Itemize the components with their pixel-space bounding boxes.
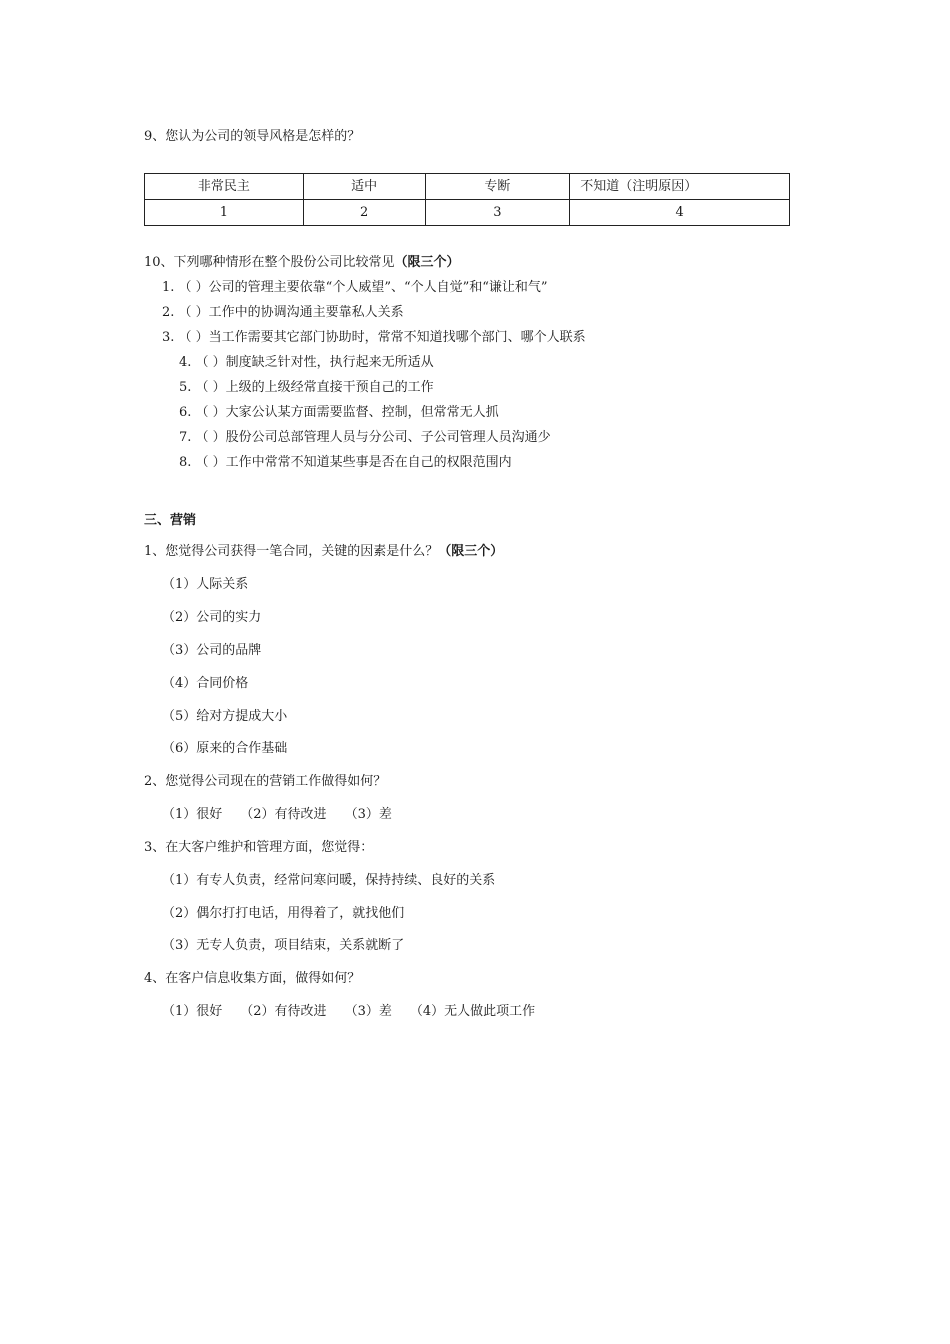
option: （1）很好: [162, 807, 223, 822]
item-text: （ ）制度缺乏针对性，执行起来无所适从: [195, 355, 434, 370]
list-item: [179, 355, 434, 371]
list-item: [162, 330, 586, 346]
q10-title-text: 10、下列哪种情形在整个股份公司比较常见: [144, 255, 395, 270]
s3-q1-limit: （限三个）: [438, 544, 504, 559]
item-text: （ ）上级的上级经常直接干预自己的工作: [195, 380, 434, 395]
table-header-row: [145, 174, 790, 200]
list-item: （4）合同价格: [162, 676, 249, 691]
table-cell: 非常民主: [145, 174, 304, 200]
table-cell: 专断: [425, 174, 570, 200]
q9-table: [144, 173, 790, 226]
option: （2）有待改进: [240, 1004, 327, 1019]
q10-title: [144, 255, 460, 271]
item-number: 7.: [179, 430, 192, 445]
table-cell: 4: [570, 200, 790, 226]
item-number: 3.: [162, 330, 175, 345]
item-text: （ ）大家公认某方面需要监督、控制，但常常无人抓: [195, 405, 499, 420]
list-item: [179, 430, 551, 446]
option: （3）差: [344, 807, 392, 822]
table-cell: 适中: [303, 174, 425, 200]
item-number: 1.: [162, 280, 175, 295]
option: （2）有待改进: [240, 807, 327, 822]
item-text: （ ）工作中常常不知道某些事是否在自己的权限范围内: [195, 455, 512, 470]
q10-limit: （限三个）: [394, 255, 460, 270]
table-cell: 3: [425, 200, 570, 226]
s3-q1-title: [144, 544, 503, 560]
item-text: （ ）当工作需要其它部门协助时，常常不知道找哪个部门、哪个人联系: [178, 330, 586, 345]
section-heading: 三、营销: [144, 513, 197, 528]
table-cell: 不知道（注明原因）: [570, 174, 790, 200]
item-text: （ ）工作中的协调沟通主要靠私人关系: [178, 305, 404, 320]
s3-q3-title: 3、在大客户维护和管理方面，您觉得：: [144, 840, 374, 855]
q9-title: 9、您认为公司的领导风格是怎样的？: [144, 129, 361, 144]
item-number: 8.: [179, 455, 192, 470]
list-item: （2）偶尔打打电话，用得着了，就找他们: [162, 906, 405, 921]
item-number: 4.: [179, 355, 192, 370]
list-item: （1）有专人负责，经常问寒问暖，保持持续、良好的关系: [162, 873, 496, 888]
list-item: [179, 405, 499, 421]
list-item: （5）给对方提成大小: [162, 709, 288, 724]
item-number: 5.: [179, 380, 192, 395]
list-item: （1）人际关系: [162, 577, 249, 592]
table-cell: 2: [303, 200, 425, 226]
list-item: （3）无专人负责，项目结束，关系就断了: [162, 938, 405, 953]
s3-q2-title: 2、您觉得公司现在的营销工作做得如何？: [144, 774, 387, 789]
item-number: 6.: [179, 405, 192, 420]
s3-q2-options: [162, 807, 410, 823]
table-cell: 1: [145, 200, 304, 226]
list-item: （2）公司的实力: [162, 610, 262, 625]
item-text: （ ）公司的管理主要依靠“个人威望”、“个人自觉”和“谦让和气”: [178, 280, 548, 295]
option: （3）差: [344, 1004, 392, 1019]
list-item: [162, 305, 404, 321]
s3-q1-title-text: 1、您觉得公司获得一笔合同，关键的因素是什么？: [144, 544, 439, 559]
s3-q4-options: [162, 1004, 553, 1020]
list-item: （3）公司的品牌: [162, 643, 262, 658]
list-item: （6）原来的合作基础: [162, 741, 288, 756]
item-text: （ ）股份公司总部管理人员与分公司、子公司管理人员沟通少: [195, 430, 551, 445]
table-row: [145, 200, 790, 226]
item-number: 2.: [162, 305, 175, 320]
s3-q4-title: 4、在客户信息收集方面，做得如何？: [144, 971, 361, 986]
list-item: [162, 280, 548, 296]
list-item: [179, 380, 434, 396]
option: （4）无人做此项工作: [409, 1004, 536, 1019]
option: （1）很好: [162, 1004, 223, 1019]
list-item: [179, 455, 512, 471]
